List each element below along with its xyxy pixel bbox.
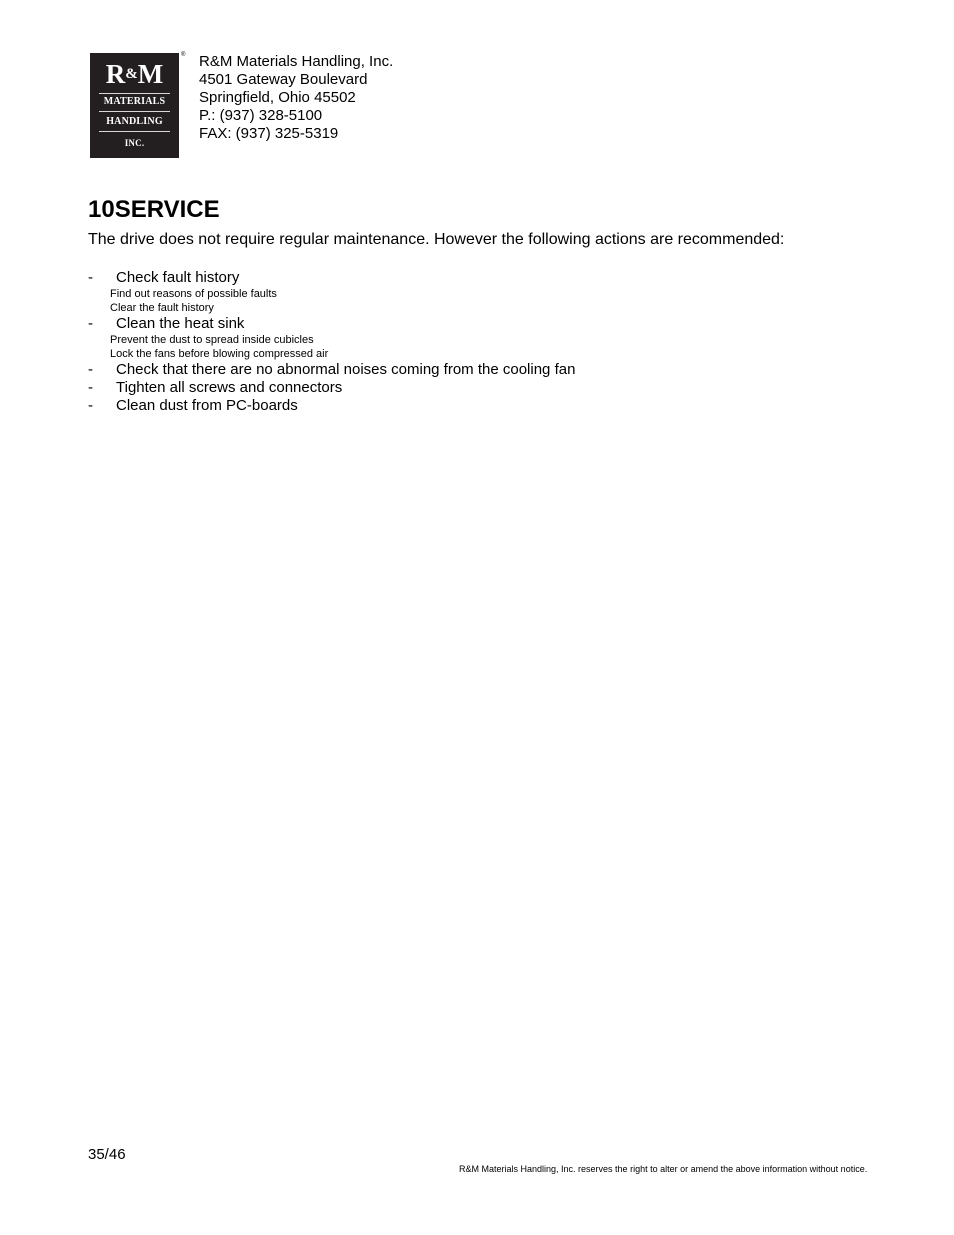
list-dash: - [88,379,93,396]
list-item-label: Tighten all screws and connectors [116,379,343,396]
list-item [88,315,575,333]
list-item-label: Clean the heat sink [116,315,245,332]
list-dash: - [88,269,93,286]
service-list [88,269,575,415]
list-item-label: Clean dust from PC-boards [116,397,298,414]
list-subitem: Lock the fans before blowing compressed air [110,348,329,360]
logo-divider [99,111,170,112]
list-item [88,379,575,397]
company-city: Springfield, Ohio 45502 [199,89,356,106]
section-title: 10SERVICE [88,196,220,223]
logo-divider [99,93,170,94]
list-item [88,269,575,287]
company-phone: P.: (937) 328-5100 [199,107,323,124]
list-subitem: Clear the fault history [110,302,214,314]
company-logo [90,53,179,158]
section-intro: The drive does not require regular maintenance. However the following actions are recommended: [88,231,785,248]
list-item-label: Check that there are no abnormal noises coming from the cooling fan [116,361,576,378]
logo-line-handling: HANDLING [106,116,163,127]
company-fax: FAX: (937) 325-5319 [199,125,339,142]
company-name: R&M Materials Handling, Inc. [199,53,394,70]
logo-divider [99,131,170,132]
list-subitem: Find out reasons of possible faults [110,288,277,300]
list-dash: - [88,315,93,332]
logo-monogram: R&M [105,59,164,89]
page-number: 35/46 [88,1146,126,1163]
list-item [88,361,575,379]
logo-line-materials: MATERIALS [103,96,166,107]
registered-mark: ® [181,52,186,58]
company-address [199,53,393,143]
list-dash: - [88,361,93,378]
list-item [88,397,575,415]
list-item-label: Check fault history [116,269,240,286]
list-subitem: Prevent the dust to spread inside cubicles [110,334,314,346]
logo-line-inc: INC. [124,138,145,148]
company-street: 4501 Gateway Boulevard [199,71,368,88]
footer-disclaimer: R&M Materials Handling, Inc. reserves the right to alter or amend the above information without notice. [459,1164,868,1174]
list-dash: - [88,397,93,414]
